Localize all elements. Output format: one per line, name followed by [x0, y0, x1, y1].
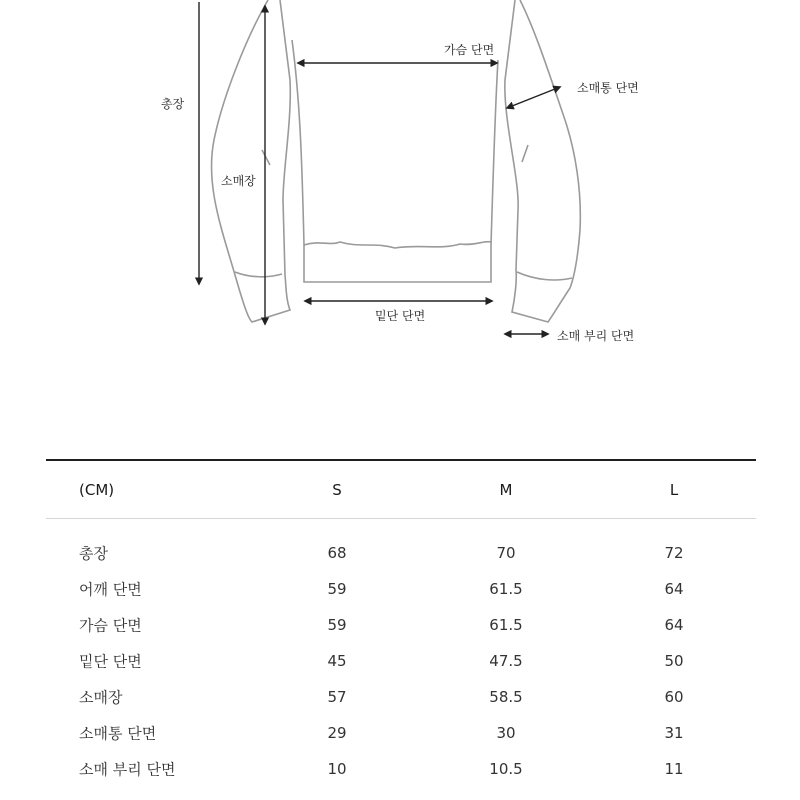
header-unit: (CM)	[79, 480, 115, 499]
label-sleeve-length: 소매장	[221, 174, 256, 188]
table-row: 소매장 57 58.5 60	[79, 688, 684, 707]
row-label: 총장	[79, 544, 108, 563]
table-row: 밑단 단면 45 47.5 50	[79, 652, 684, 671]
table-row: 총장 68 70 72	[79, 544, 684, 563]
row-label: 소매장	[79, 688, 123, 707]
row-label: 소매통 단면	[79, 724, 157, 743]
row-label: 밑단 단면	[79, 652, 142, 671]
row-label: 가슴 단면	[79, 616, 142, 635]
label-chest-width: 가슴 단면	[444, 43, 495, 57]
row-label: 소매 부리 단면	[79, 760, 176, 779]
size-table	[46, 459, 756, 787]
table-header-row: (CM) S M L	[79, 480, 679, 499]
label-total-length: 총장	[161, 97, 185, 111]
table-row: 소매 부리 단면 10 10.5 11	[79, 760, 684, 779]
table-row: 가슴 단면 59 61.5 64	[79, 616, 684, 635]
table-row: 어깨 단면 59 61.5 64	[79, 580, 684, 599]
row-label: 어깨 단면	[79, 580, 142, 599]
label-sleeve-width: 소매통 단면	[577, 81, 639, 95]
table-row: 소매통 단면 29 30 31	[79, 724, 684, 743]
label-cuff-width: 소매 부리 단면	[557, 329, 635, 343]
label-hem-width: 밑단 단면	[375, 309, 426, 323]
